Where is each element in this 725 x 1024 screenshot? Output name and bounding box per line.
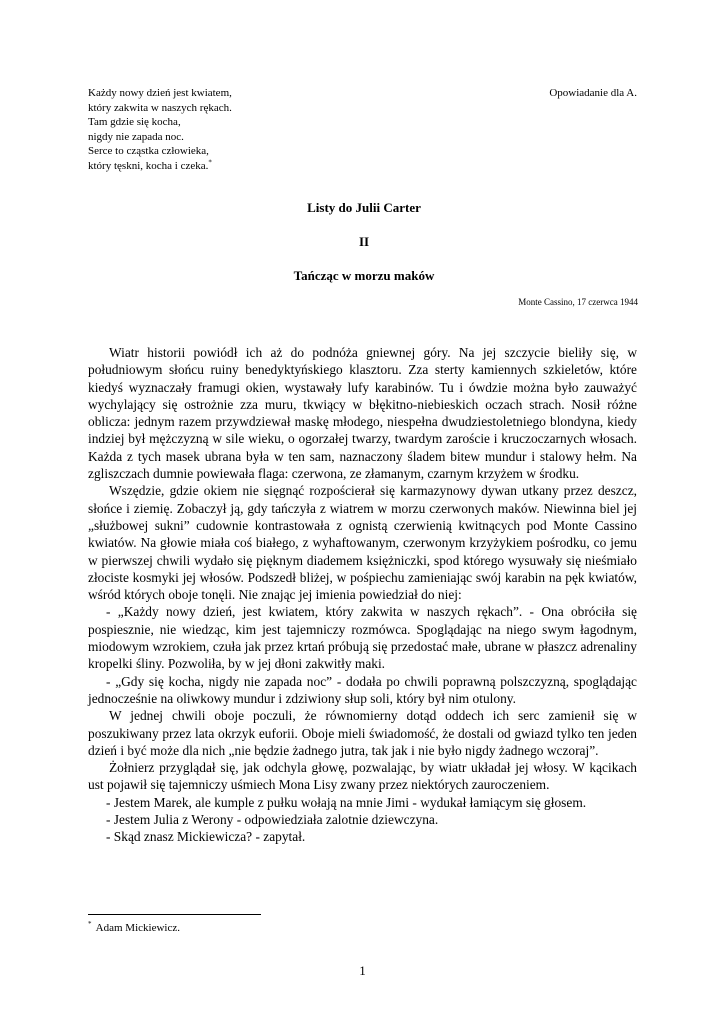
- epigraph-line: nigdy nie zapada noc.: [88, 130, 184, 143]
- dialogue-line: - Skąd znasz Mickiewicza? - zapytał.: [106, 829, 306, 845]
- epigraph-line: który zakwita w naszych rękach.: [88, 101, 232, 114]
- epigraph-line: Serce to cząstka człowieka,: [88, 145, 209, 158]
- dialogue-line: - Jestem Marek, ale kumple z pułku wołają na mnie Jimi - wydukał łamiącym się głosem.: [106, 794, 587, 810]
- epigraph-line: Każdy nowy dzień jest kwiatem,: [88, 87, 232, 99]
- paragraph: Wiatr historii powiódł ich aż do podnóża gniewnej góry. Na jej szczycie bieliły się, w południowym słońcu ruiny benedyktyńskiego klasztoru. Zza sterty kamiennych szkieletów, które kiedyś wyznaczały framugi okien, wystawały lufy karabinów. Tu i ówdzie można było zauważyć wychylający się ostrożnie zza muru, tkwiący w błękitno-niebieskich oczach strach. Nosił różne oblicza: jednym razem przywdziewał maskę młodego, niespełna dwudziestoletniego blondyna, kiedy indziej był mężczyzną w sile wieku, o ogorzałej twarzy, twardym zaroście i kruczoczarnych włosach. Każda z tych masek ubrana była w ten sam, naznaczony śladem bitew mundur i stalowy hełm. Na zgliszczach dumnie powiewała flaga: czerwona, ze złamanym, czarnym krzyżem w środku.: [88, 345, 637, 482]
- dialogue-line: - Jestem Julia z Werony - odpowiedziała zalotnie dziewczyna.: [106, 812, 439, 828]
- epigraph: [88, 86, 232, 174]
- footnote: [88, 922, 180, 934]
- epigraph-line: który tęskni, kocha i czeka.: [88, 159, 209, 172]
- story-body: [88, 344, 637, 846]
- dedication: Opowiadanie dla A.: [549, 87, 637, 99]
- footnote-separator: [88, 914, 261, 915]
- part-number: II: [358, 234, 370, 249]
- footnote-reference: *: [208, 158, 212, 167]
- footnote-marker: *: [88, 920, 92, 929]
- footnote-text: Adam Mickiewicz.: [95, 922, 180, 934]
- paragraph: Żołnierz przyglądał się, jak odchyla głowę, pozwalając, by wiatr układał jej włosy. W kącikach ust pojawił się tajemniczy uśmiech Mona Lisy zwany przez niektórych zauroczeniem.: [88, 760, 637, 793]
- paragraph: Wszędzie, gdzie okiem nie sięgnąć rozpościerał się karmazynowy dywan utkany przez deszcz, słońce i ziemię. Zobaczył ją, gdy tańczyła z wiatrem w morzu czerwonych maków. Niewinna biel jej „służbowej sukni” cudownie kontrastowała z ognistą czerwienią kwitnących pod Monte Cassino kwiatów. Na głowie miała coś białego, z wyhaftowanym, czerwonym krzyżykiem pośrodku, co jemu w pierwszej chwili wydało się pięknym diademem księżniczki, spod którego wysuwały się nieśmiało złociste kosmyki jej włosów. Podszedł bliżej, w pośpiechu zamieniając swój karabin na pęk kwiatów, wśród których oboje tonęli. Nie znając jej imienia powiedział do niej:: [88, 483, 637, 603]
- epigraph-line-last: [88, 159, 232, 174]
- dateline: Monte Cassino, 17 czerwca 1944: [518, 297, 638, 307]
- document-title: Listy do Julii Carter: [307, 200, 421, 215]
- dialogue-line: - „Każdy nowy dzień, jest kwiatem, który zakwita w naszych rękach”. - Ona obróciła się pospiesznie, nie wiedząc, kim jest tajemniczy rozmówca. Spoglądając na niego swym łagodnym, miodowym wzrokiem, czuła jak przez krtań próbują się przedostać małe, ubrane w płaszcz adrenaliny kropelki śliny. Pozwoliła, by w jej dłoni zakwitły maki.: [88, 604, 637, 672]
- dialogue-line: - „Gdy się kocha, nigdy nie zapada noc” - dodała po chwili poprawną polszczyzną, spoglądając jednocześnie na oliwkowy mundur i zdziwiony słup soli, który był nim otulony.: [88, 673, 637, 706]
- chapter-title: Tańcząc w morzu maków: [293, 268, 435, 283]
- paragraph: W jednej chwili oboje poczuli, że równomierny dotąd oddech ich serc zamienił się w poszukiwany przez lata okrzyk euforii. Oboje mieli świadomość, że dostali od gwiazd tylko ten jeden dzień i być może dla nich „nie będzie żadnego jutra, tak jak i nie było nigdy żadnego wczoraj”.: [88, 708, 637, 758]
- page-number: 1: [359, 963, 366, 978]
- epigraph-line: Tam gdzie się kocha,: [88, 116, 181, 129]
